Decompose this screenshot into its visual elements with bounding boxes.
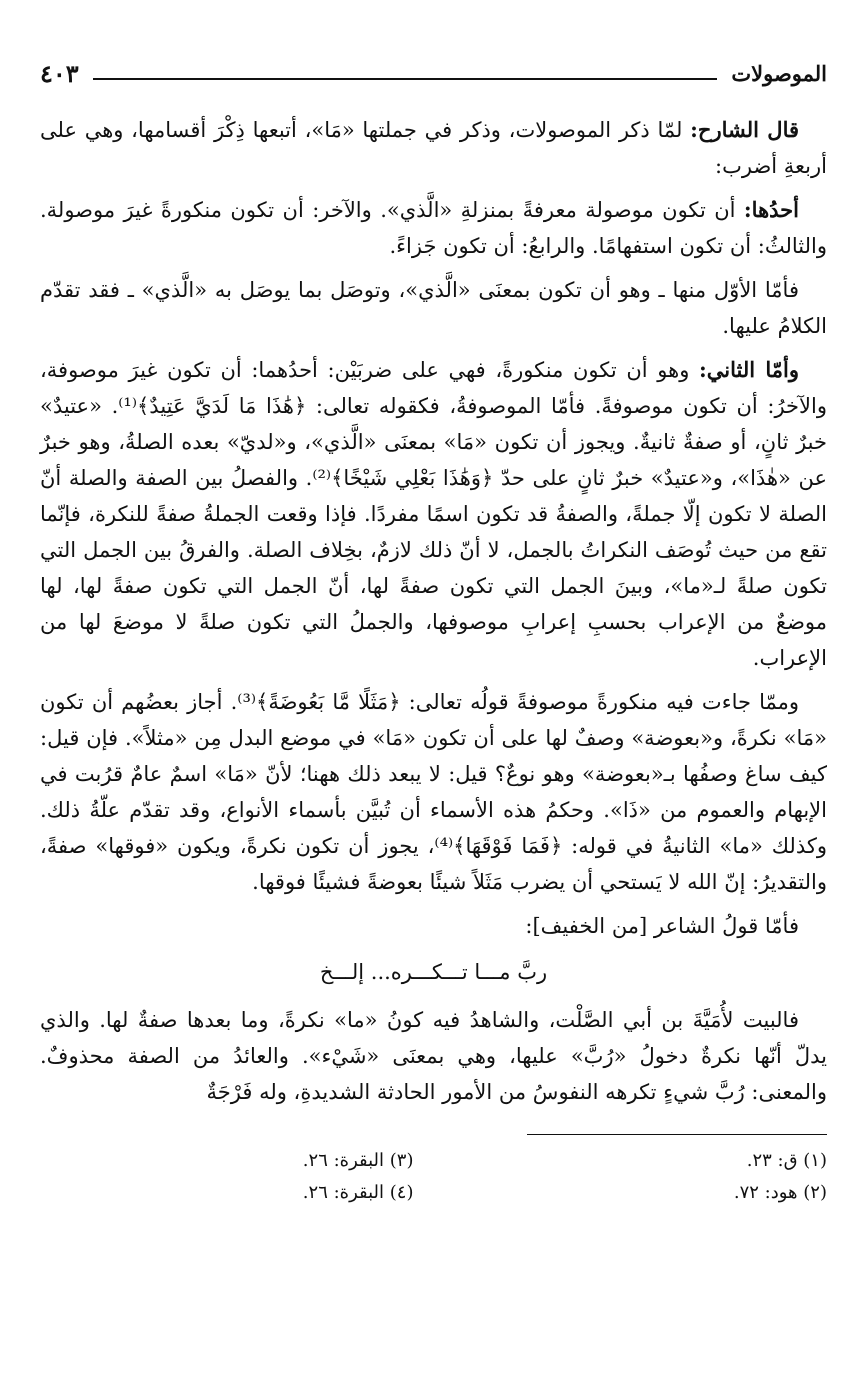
paragraph [40, 192, 827, 264]
paragraph [40, 352, 827, 676]
paragraph [40, 684, 827, 900]
paragraph-text: فأمّا الأوّل منها ـ وهو أن تكون بمعنَى «الَّذي»، وتوصَل بما يوصَل به «الَّذي» ـ فقد تقدّم الكلامُ عليها. [40, 278, 827, 338]
paragraph-lead: قال الشارح: [690, 117, 800, 142]
header-rule [93, 78, 718, 80]
closing-paragraph: فالبيت لأُمَيَّةَ بن أبي الصَّلْت، والشاهدُ فيه كونُ «ما» نكرةً، وما بعدها صفةٌ لها. والذي يدلّ أنّها نكرةٌ دخولُ «رُبَّ» عليها، وهي بمعنَى «شَيْء». والعائدُ من الصفة محذوفٌ. والمعنى: رُبَّ شيءٍ تكرهه النفوسُ من الأمور الحادثة الشديدةِ، وله فَرْجَةٌ [40, 1008, 827, 1104]
chapter-title: الموصولات [731, 60, 827, 86]
running-header [40, 56, 827, 90]
paragraph-text: وممّا جاءت فيه منكورةً موصوفةً قولُه تعالى: ﴿مَثَلًا مَّا بَعُوضَةً﴾⁽³⁾. أجاز بعضُهم أن تكون «مَا» نكرةً، و«بعوضة» وصفٌ لها على أن تكون «مَا» في موضع البدل مِن «مثلاً». فإن قيل: كيف ساغ وصفُها بـ«بعوضة» وهو نوعٌ؟ قيل: لا يبعد ذلك ههنا؛ لأنّ «مَا» اسمٌ عامٌ قرُبت في الإبهام والعموم من «ذَا». وحكمُ هذه الأسماء أن تُبيَّن بأسماء الأنواع، وقد تقدّم علّةُ ذلك. وكذلك «ما» الثانيةُ في قوله: ﴿فَمَا فَوْقَهَا﴾⁽⁴⁾، يجوز أن تكون نكرةً، ويكون «فوقها» صفةً، والتقديرُ: إنّ الله لا يَستحي أن يضرب مَثَلاً شيئًا بعوضةً فشيئًا فوقها. [40, 690, 827, 894]
footnote-rule [527, 1134, 827, 1135]
body-text [40, 112, 827, 1110]
footnote: (٤) البقرة: ٢٦. [302, 1182, 414, 1203]
paragraph [40, 112, 827, 184]
paragraph-text: وهو أن تكون منكورةً، فهي على ضربَيْن: أحدُهما: أن تكون غيرَ موصوفة، والآخرُ: أن تكون موصوفةً. فأمّا الموصوفةُ، فكقوله تعالى: ﴿هَٰذَا مَا لَدَيَّ عَتِيدٌ﴾⁽¹⁾. «عتيدٌ» خبرٌ ثانٍ، أو صفةٌ ثانيةٌ. ويجوز أن تكون «مَا» بمعنَى «الَّذي»، و«لديّ» بعده الصلةُ، وهو خبرٌ عن «هٰذَا»، و«عتيدٌ» خبرٌ ثانٍ على حدّ ﴿وَهَٰذَا بَعْلِي شَيْخًا﴾⁽²⁾. والفصلُ بين الصفة والصلة أنّ الصلة لا تكون إلّا جملةً، والصفةُ قد تكون اسمًا مفردًا. فإذا وقعت الجملةُ صفةً للنكرة، فإنّما تقع من حيث تُوصَف النكراتُ بالجمل، لا أنّ ذلك لازمٌ، بخِلاف الصلة. والفرقُ بين الجمل التي تكون صلةً لـ«ما»، وبينَ الجمل التي تكون صفةً لها، أنّ الجمل التي تكون صفةً لها، لها موضعٌ من الإعراب بحسبِ إعرابِ موصوفها، والجملُ التي تكون صلةً لا موضعَ لها من الإعراب. [40, 358, 827, 670]
footnote: (١) ق: ٢٣. [746, 1150, 827, 1171]
footnote: (٣) البقرة: ٢٦. [302, 1150, 414, 1171]
paragraph-lead: أحدُها: [743, 197, 799, 222]
paragraph-text: لمّا ذكر الموصولات، وذكر في جملتها «مَا»، أتبعها ذِكْرَ أقسامها، وهي على أربعةِ أضرب: [40, 118, 827, 178]
footnote: (٢) هود: ٧٢. [733, 1182, 827, 1203]
paragraph-text: أن تكون موصولة معرفةً بمنزلةِ «الَّذي». والآخر: أن تكون منكورةً غيرَ موصولة. والثالثُ: أن تكون استفهامًا. والرابعُ: أن تكون جَزاءً. [40, 198, 827, 258]
poetry-verse: ربَّ مـــا تـــكـــره... إلـــخ [319, 960, 548, 984]
paragraph-text: فأمّا قولُ الشاعر [من الخفيف]: [525, 914, 799, 938]
page-number: ٤٠٣ [40, 58, 79, 88]
paragraph [40, 272, 827, 344]
paragraph [40, 908, 827, 944]
footnotes [40, 1145, 827, 1209]
paragraph-lead: وأمّا الثاني: [699, 357, 799, 382]
